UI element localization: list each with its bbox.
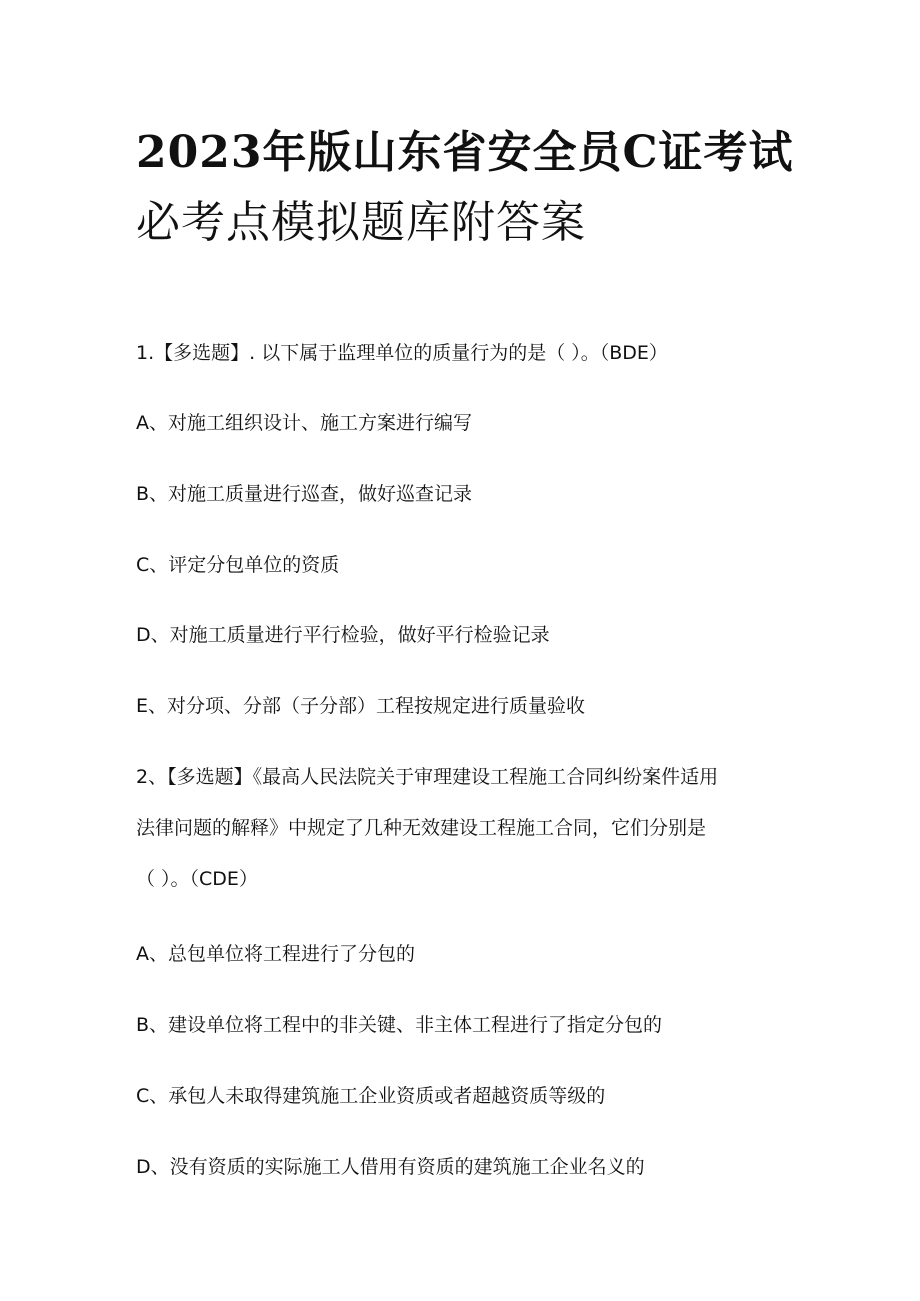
question-2-stem-line-3: （ ）。（CDE） [136,868,258,890]
question-2-option-c: C、承包人未取得建筑施工企业资质或者超越资质等级的 [136,1085,606,1107]
title-line-1: 2023年版山东省安全员C证考试 [136,127,794,178]
question-2-stem-line-1: 2、【多选题】《最高人民法院关于审理建设工程施工合同纠纷案件适用 [136,766,719,788]
question-2-stem-line-2: 法律问题的解释》中规定了几种无效建设工程施工合同，它们分别是 [136,817,707,839]
page-title [136,118,796,258]
question-1-option-a: A、对施工组织设计、施工方案进行编写 [136,412,472,434]
question-1-option-e: E、对分项、分部（子分部）工程按规定进行质量验收 [136,695,586,717]
question-1-stem: 1.【多选题】. 以下属于监理单位的质量行为的是（ ）。（BDE） [136,342,668,364]
title-line-2: 必考点模拟题库附答案 [136,197,586,248]
question-2-option-a: A、总包单位将工程进行了分包的 [136,943,415,965]
question-2-option-d: D、没有资质的实际施工人借用有资质的建筑施工企业名义的 [136,1156,645,1178]
question-1-option-c: C、评定分包单位的资质 [136,554,340,576]
question-1-option-b: B、对施工质量进行巡查，做好巡查记录 [136,483,473,505]
question-1-option-d: D、对施工质量进行平行检验，做好平行检验记录 [136,624,550,646]
question-2-option-b: B、建设单位将工程中的非关键、非主体工程进行了指定分包的 [136,1014,663,1036]
